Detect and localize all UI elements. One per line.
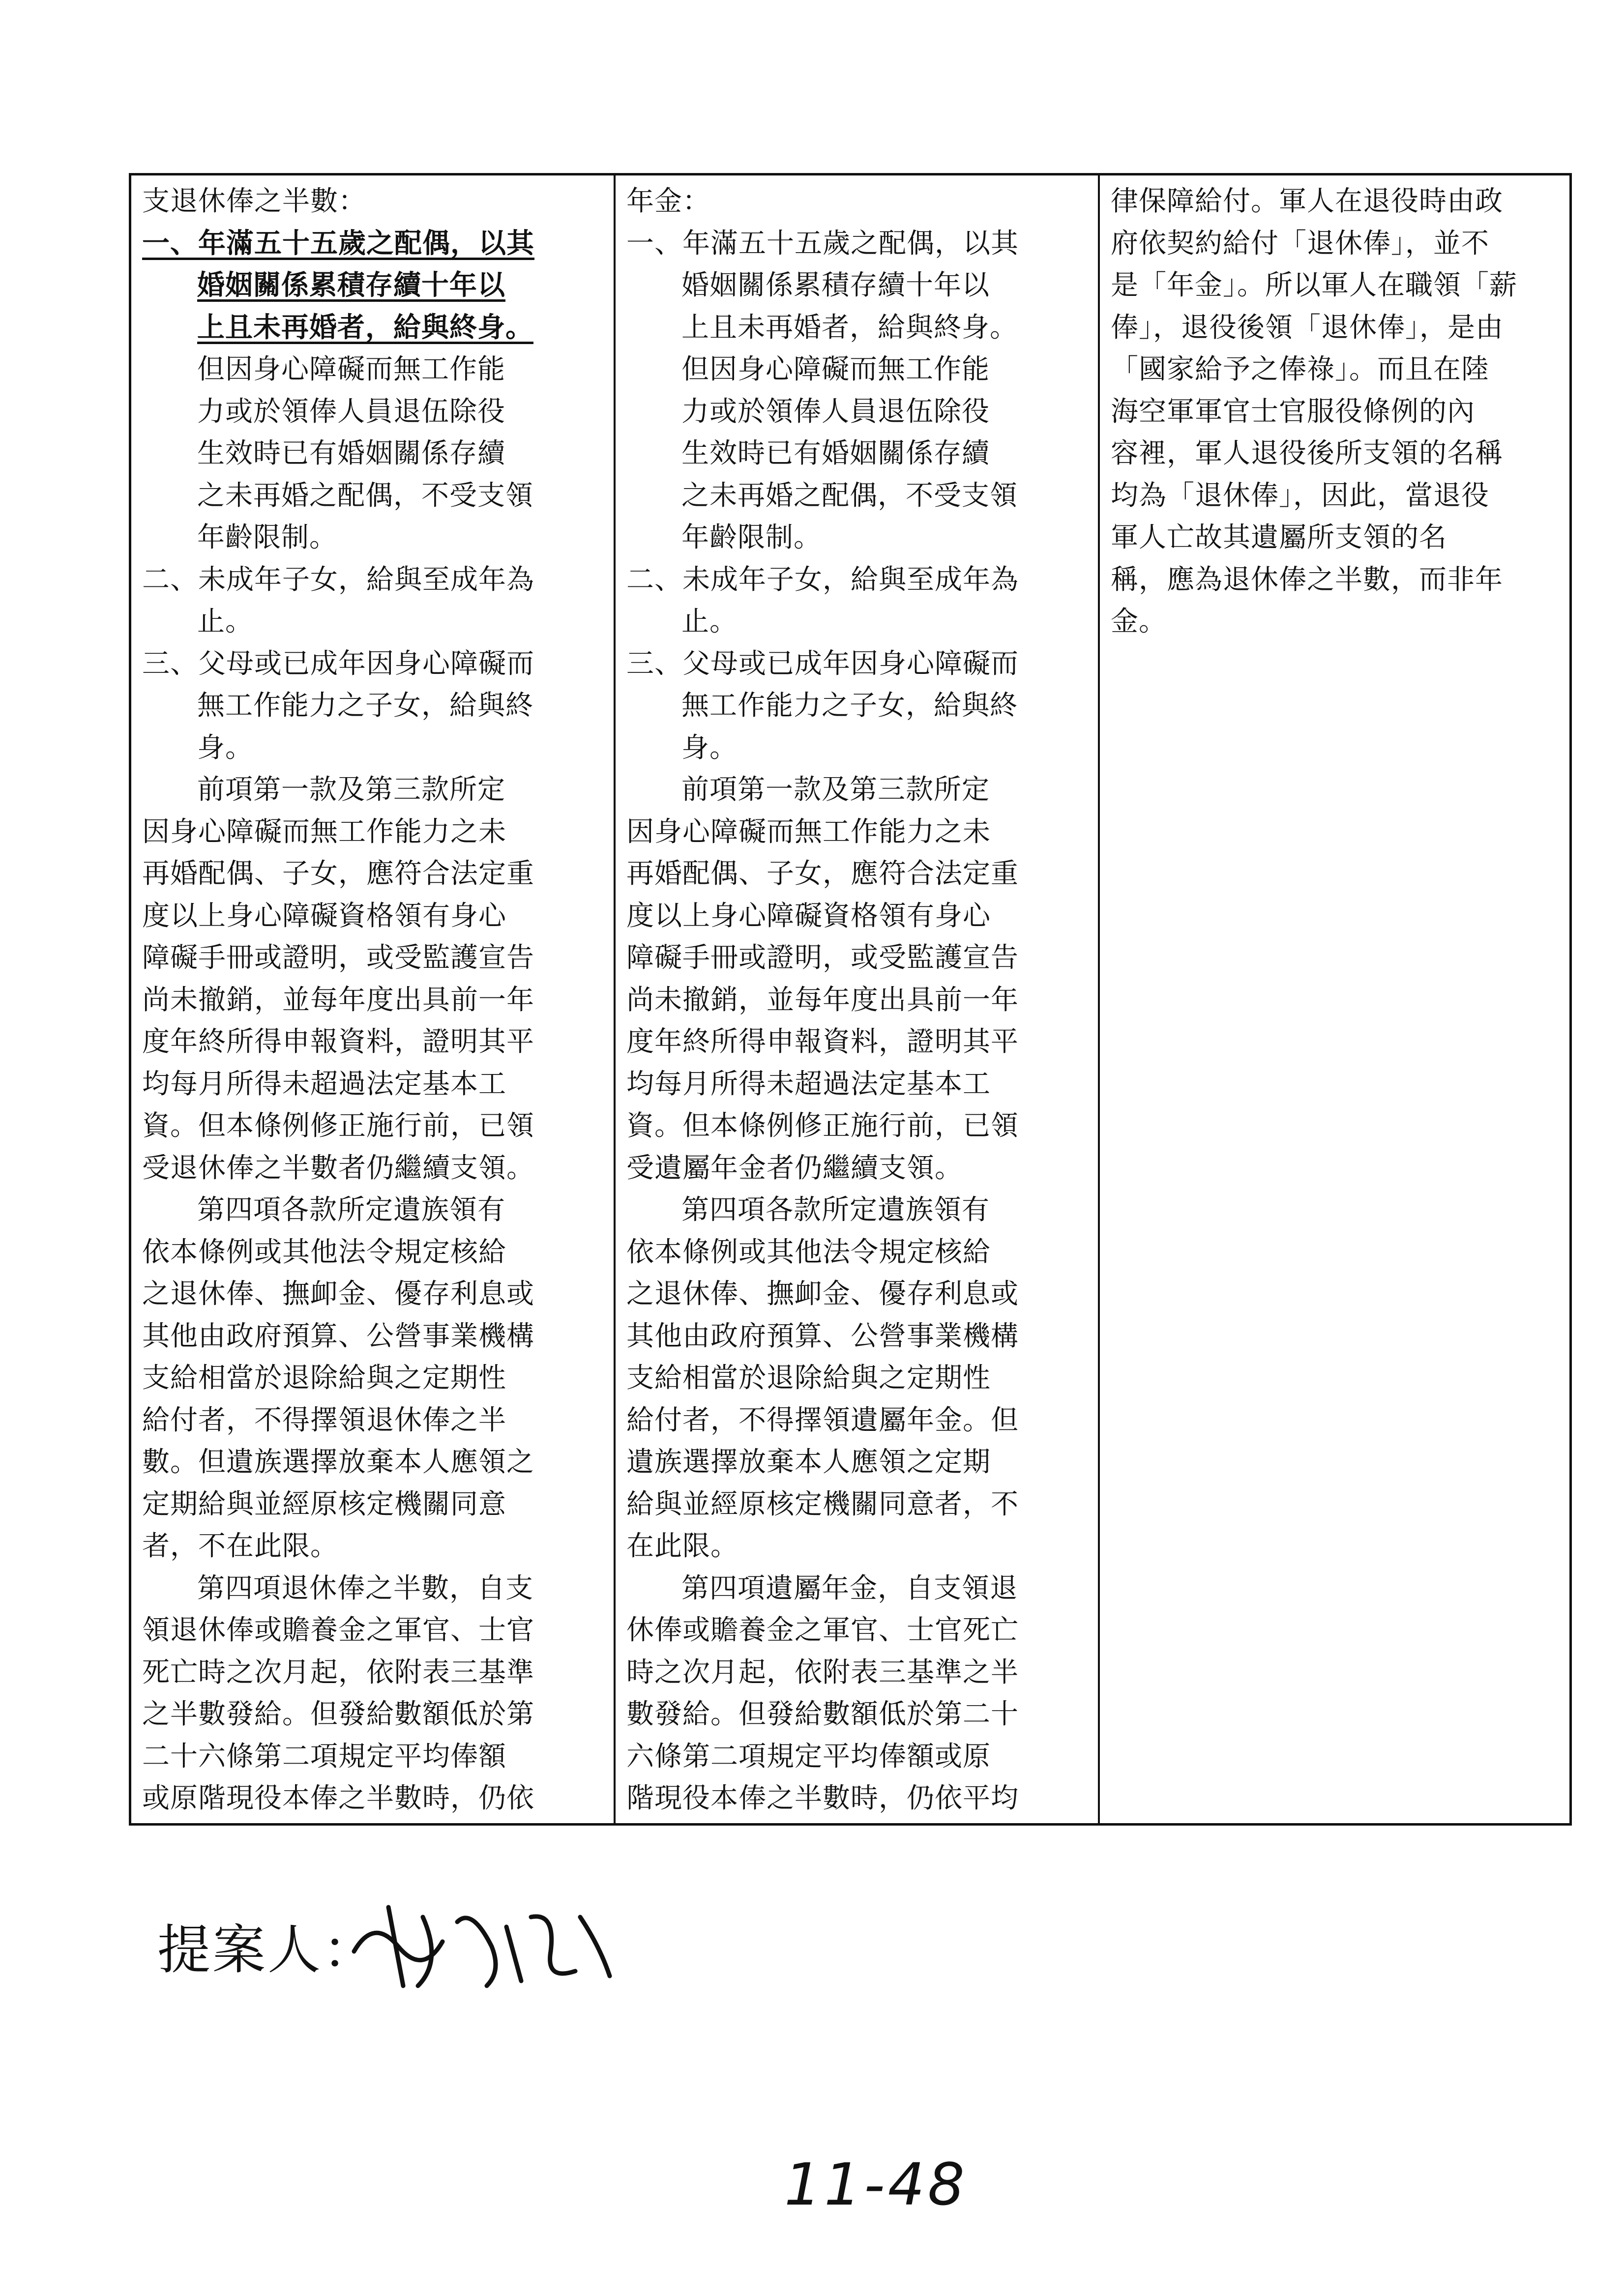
- list-item: 第四項各款所定遺族領有: [681, 1194, 990, 1226]
- list-item: 軍人亡故其遺屬所支領的名: [1111, 522, 1447, 553]
- table-row: [626, 601, 1087, 643]
- table-row: [1111, 391, 1559, 433]
- table-row: [626, 937, 1087, 979]
- list-item: 止。: [681, 606, 738, 638]
- table-row: [142, 1736, 603, 1778]
- table-row: [142, 1525, 603, 1568]
- table-row: [626, 643, 1087, 685]
- current-text-column: [616, 175, 1100, 1823]
- table-row: [142, 727, 603, 769]
- list-item: 一、年滿五十五歲之配偶，以其: [626, 227, 1019, 260]
- list-item: 或原階現役本俸之半數時，仍依: [142, 1782, 534, 1814]
- list-item: 其他由政府預算、公營事業機構: [142, 1320, 534, 1352]
- comparison-table: [129, 173, 1572, 1826]
- table-row: [626, 1021, 1087, 1063]
- list-item: 之未再婚之配偶，不受支領: [681, 479, 1018, 512]
- list-item: 均為「退休俸」，因此，當退役: [1111, 479, 1489, 512]
- table-row: [142, 1147, 603, 1190]
- table-row: [626, 307, 1087, 349]
- list-item: 但因身心障礙而無工作能: [197, 353, 505, 385]
- list-item: 二、未成年子女，給與至成年為: [142, 563, 534, 596]
- list-item: 俸」，退役後領「退休俸」，是由: [1111, 311, 1504, 344]
- table-row: [1111, 349, 1559, 391]
- list-item: 均每月所得未超過法定基本工: [142, 1068, 506, 1100]
- table-row: [626, 1820, 1087, 1824]
- table-row: [626, 1609, 1087, 1652]
- explanation-column: [1100, 175, 1569, 1823]
- list-item: 者，不在此限。: [142, 1530, 338, 1562]
- table-row: [1111, 223, 1559, 265]
- signature-mark: [344, 1888, 620, 1996]
- list-item: 力或於領俸人員退伍除役: [681, 395, 990, 428]
- list-item: 前項第一款及第三款所定: [681, 774, 990, 806]
- proposer-label: 提案人：: [157, 1919, 378, 1981]
- table-row: [626, 1357, 1087, 1399]
- list-item: 數。但遺族選擇放棄本人應領之: [142, 1446, 534, 1478]
- list-item: 但因身心障礙而無工作能: [681, 353, 990, 385]
- list-item: 海空軍軍官士官服役條例的內: [1111, 395, 1475, 428]
- table-row: [142, 769, 603, 811]
- list-item: 「國家給予之俸祿」。而且在陸: [1111, 353, 1489, 385]
- table-row: [1111, 475, 1559, 517]
- table-row: [626, 1399, 1087, 1442]
- list-item: 均每月所得未超過法定基本工: [626, 1068, 991, 1100]
- list-item: 一、年滿五十五歲之配偶，以其: [142, 227, 534, 260]
- table-row: [142, 1231, 603, 1274]
- list-item: 給付者，不得擇領遺屬年金。但: [626, 1404, 1019, 1436]
- table-row: [142, 853, 603, 895]
- list-item: 資。但本條例修正施行前，已領: [626, 1110, 1019, 1142]
- table-row: [1111, 517, 1559, 559]
- list-item: 受遺屬年金者仍繼續支領。: [626, 1152, 963, 1184]
- list-item: 其他由政府預算、公營事業機構: [626, 1320, 1019, 1352]
- table-row: [142, 895, 603, 937]
- list-item: 二、未成年子女，給與至成年為: [626, 563, 1019, 596]
- list-item: 生效時已有婚姻關係存續: [197, 437, 505, 469]
- list-item: 生效時已有婚姻關係存續: [681, 437, 990, 469]
- table-row: [142, 601, 603, 643]
- table-row: [626, 433, 1087, 475]
- table-row: [626, 1441, 1087, 1483]
- table-row: [142, 1441, 603, 1483]
- list-item: 律保障給付。軍人在退役時由政: [1111, 185, 1503, 217]
- table-row: [626, 264, 1087, 307]
- table-row: [626, 1483, 1087, 1526]
- table-row: [142, 937, 603, 979]
- table-row: [626, 1693, 1087, 1736]
- table-row: [626, 1063, 1087, 1105]
- list-item: 定期給與並經原核定機關同意: [142, 1488, 506, 1520]
- table-row: [626, 853, 1087, 895]
- list-item: 因身心障礙而無工作能力之未: [626, 815, 991, 848]
- table-row: [626, 1105, 1087, 1147]
- list-item: 資。但本條例修正施行前，已領: [142, 1110, 534, 1142]
- table-row: [142, 1652, 603, 1694]
- table-row: [142, 1021, 603, 1063]
- list-item: 尚未撤銷，並每年度出具前一年: [142, 984, 534, 1016]
- list-item: 給與並經原核定機關同意者，不: [626, 1488, 1019, 1520]
- table-row: [626, 1315, 1087, 1358]
- table-row: [142, 1693, 603, 1736]
- table-row: [142, 1777, 603, 1820]
- table-row: [142, 180, 603, 223]
- table-row: [626, 1231, 1087, 1274]
- amended-text-column: [131, 175, 616, 1823]
- table-row: [142, 1357, 603, 1399]
- list-item: 之半數發給。但發給數額低於第: [142, 1698, 534, 1730]
- table-row: [142, 1273, 603, 1315]
- table-row: [1111, 559, 1559, 601]
- table-row: [142, 1105, 603, 1147]
- list-item: 金。: [1111, 606, 1167, 638]
- table-row: [142, 475, 603, 517]
- list-item: 依本條例或其他法令規定核給: [142, 1236, 506, 1268]
- list-item: 第四項遺屬年金，自支領退: [681, 1572, 1018, 1604]
- list-item: 止。: [197, 606, 253, 638]
- table-row: [142, 1568, 603, 1610]
- table-row: [626, 475, 1087, 517]
- table-row: [142, 264, 603, 307]
- list-item: 無工作能力之子女，給與終: [197, 690, 533, 722]
- table-row: [1111, 307, 1559, 349]
- list-item: 受退休俸之半數者仍繼續支領。: [142, 1152, 534, 1184]
- list-item: 身。: [681, 731, 738, 764]
- list-item: 之退休俸、撫卹金、優存利息或: [142, 1278, 534, 1310]
- list-item: 身。: [197, 731, 253, 764]
- list-item: 年金：: [626, 185, 710, 217]
- list-item: 三、父母或已成年因身心障礙而: [626, 647, 1019, 680]
- table-row: [142, 391, 603, 433]
- table-row: [626, 1273, 1087, 1315]
- list-item: 休俸或贍養金之軍官、士官死亡: [626, 1614, 1019, 1646]
- list-item: 再婚配偶、子女，應符合法定重: [142, 858, 534, 890]
- table-row: [626, 559, 1087, 601]
- table-row: [1111, 180, 1559, 223]
- list-item: 遺族選擇放棄本人應領之定期: [626, 1446, 991, 1478]
- list-item: 領退休俸或贍養金之軍官、士官: [142, 1614, 534, 1646]
- table-row: [142, 1609, 603, 1652]
- table-row: [142, 1063, 603, 1105]
- table-row: [142, 1399, 603, 1442]
- table-row: [626, 895, 1087, 937]
- table-row: [626, 979, 1087, 1021]
- table-row: [626, 685, 1087, 727]
- page-number: 11-48: [784, 2151, 968, 2218]
- list-item: 支給相當於退除給與之定期性: [142, 1362, 506, 1394]
- table-row: [626, 1777, 1087, 1820]
- table-row: [626, 1147, 1087, 1190]
- list-item: 度年終所得申報資料，證明其平: [142, 1026, 534, 1058]
- table-row: [142, 307, 603, 349]
- table-row: [626, 1189, 1087, 1231]
- table-row: [142, 1315, 603, 1358]
- list-item: 六條第二項規定平均俸額或原: [626, 1740, 991, 1773]
- list-item: 力或於領俸人員退伍除役: [197, 395, 505, 428]
- list-item: 第四項各款所定遺族領有: [197, 1194, 505, 1226]
- table-row: [142, 349, 603, 391]
- table-row: [1111, 601, 1559, 643]
- table-row: [626, 223, 1087, 265]
- table-row: [626, 1652, 1087, 1694]
- table-row: [142, 1483, 603, 1526]
- list-item: 婚姻關係累積存續十年以: [681, 269, 990, 301]
- table-row: [142, 559, 603, 601]
- table-row: [142, 685, 603, 727]
- table-row: [142, 1820, 603, 1824]
- table-row: [626, 769, 1087, 811]
- list-item: 年齡限制。: [681, 522, 822, 553]
- list-item: 婚姻關係累積存續十年以: [197, 269, 505, 301]
- table-row: [1111, 264, 1559, 307]
- table-row: [142, 433, 603, 475]
- list-item: 再婚配偶、子女，應符合法定重: [626, 858, 1019, 890]
- table-row: [626, 811, 1087, 853]
- list-item: 上且未再婚者，給與終身。: [197, 311, 533, 344]
- list-item: 在此限。: [626, 1530, 738, 1562]
- list-item: 階現役本俸之半數時，仍依平均: [626, 1782, 1019, 1814]
- list-item: 稱，應為退休俸之半數，而非年: [1111, 563, 1503, 596]
- list-item: 度年終所得申報資料，證明其平: [626, 1026, 1019, 1058]
- list-item: 之未再婚之配偶，不受支領: [197, 479, 533, 512]
- list-item: 是「年金」。所以軍人在職領「薪: [1111, 269, 1517, 301]
- list-item: 第四項退休俸之半數，自支: [197, 1572, 533, 1604]
- table-row: [142, 979, 603, 1021]
- table-row: [142, 223, 603, 265]
- list-item: 數發給。但發給數額低於第二十: [626, 1698, 1019, 1730]
- list-item: 府依契約給付「退休俸」，並不: [1111, 227, 1489, 260]
- list-item: 死亡時之次月起，依附表三基準: [142, 1656, 534, 1688]
- table-row: [626, 727, 1087, 769]
- list-item: 障礙手冊或證明，或受監護宣告: [142, 942, 534, 974]
- list-item: 之退休俸、撫卹金、優存利息或: [626, 1278, 1019, 1310]
- list-item: 三、父母或已成年因身心障礙而: [142, 647, 534, 680]
- table-row: [626, 391, 1087, 433]
- table-row: [626, 1736, 1087, 1778]
- table-row: [142, 811, 603, 853]
- table-row: [142, 643, 603, 685]
- list-item: 支給相當於退除給與之定期性: [626, 1362, 991, 1394]
- list-item: 給付者，不得擇領退休俸之半: [142, 1404, 506, 1436]
- table-row: [626, 1568, 1087, 1610]
- list-item: 依本條例或其他法令規定核給: [626, 1236, 991, 1268]
- list-item: 支退休俸之半數：: [142, 185, 366, 217]
- list-item: 前項第一款及第三款所定: [197, 774, 505, 806]
- list-item: 二十六條第二項規定平均俸額: [142, 1740, 506, 1773]
- table-row: [626, 1525, 1087, 1568]
- table-row: [1111, 433, 1559, 475]
- list-item: 因身心障礙而無工作能力之未: [142, 815, 506, 848]
- list-item: 無工作能力之子女，給與終: [681, 690, 1018, 722]
- list-item: 障礙手冊或證明，或受監護宣告: [626, 942, 1019, 974]
- table-row: [142, 1189, 603, 1231]
- table-row: [626, 180, 1087, 223]
- list-item: 時之次月起，依附表三基準之半: [626, 1656, 1019, 1688]
- list-item: 度以上身心障礙資格領有身心: [142, 900, 506, 932]
- list-item: 容裡，軍人退役後所支領的名稱: [1111, 437, 1503, 469]
- list-item: 尚未撤銷，並每年度出具前一年: [626, 984, 1019, 1016]
- list-item: 度以上身心障礙資格領有身心: [626, 900, 991, 932]
- table-row: [626, 349, 1087, 391]
- table-row: [626, 517, 1087, 559]
- list-item: 年齡限制。: [197, 522, 337, 553]
- list-item: 上且未再婚者，給與終身。: [681, 311, 1018, 344]
- table-row: [142, 517, 603, 559]
